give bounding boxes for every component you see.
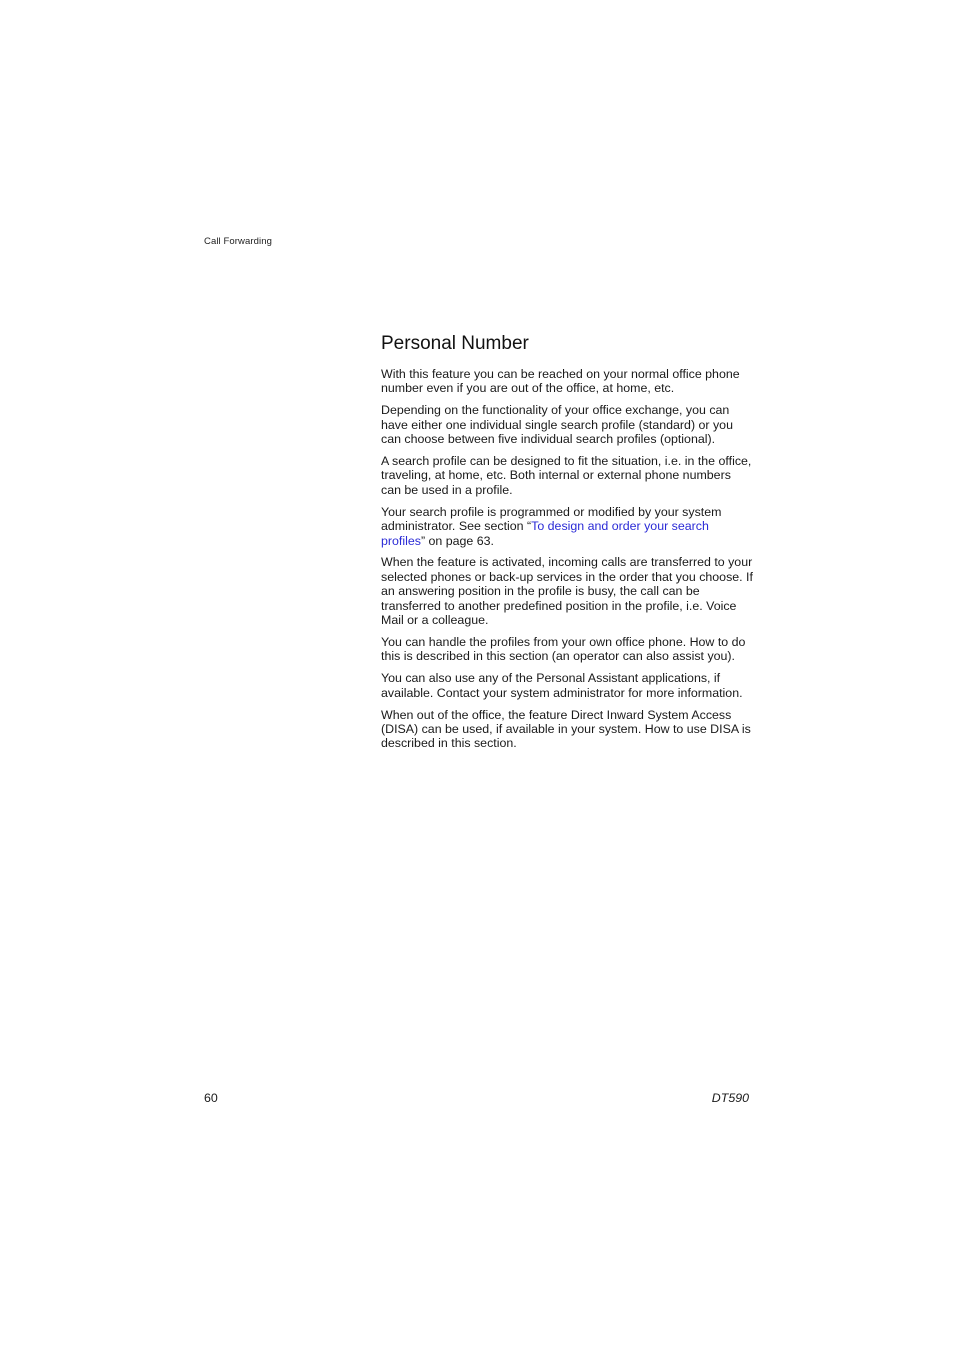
paragraph: You can also use any of the Personal Assistant applications, if available. Contact your system administrator for more information. xyxy=(381,671,743,700)
cross-reference-link[interactable]: To design and order your search profiles xyxy=(381,519,709,548)
paragraph: A search profile can be designed to fit the situation, i.e. in the office, traveling, at home, etc. Both internal or external phone numbers can be used in a profile. xyxy=(381,454,752,497)
paragraph: With this feature you can be reached on your normal office phone number even if you are out of the office, at home, etc. xyxy=(381,367,740,396)
section-title: Personal Number xyxy=(381,333,529,354)
document-id: DT590 xyxy=(711,1091,749,1105)
paragraph: You can handle the profiles from your own office phone. How to do this is described in this section (an operator can also assist you). xyxy=(381,635,746,664)
paragraph: When the feature is activated, incoming calls are transferred to your selected phones or back-up services in the order that you choose. If an answering position in the profile is busy, the call can be transferred to another predefined position in the profile, i.e. Voice Mail or a colleague. xyxy=(381,555,753,628)
reference-text-before: Your search profile is programmed or modified by your system administrator. See section “ xyxy=(381,504,722,534)
reference-paragraph xyxy=(381,505,753,548)
running-header: Call Forwarding xyxy=(204,236,273,247)
paragraph: When out of the office, the feature Direct Inward System Access (DISA) can be used, if available in your system. How to use DISA is described in this section. xyxy=(381,707,751,751)
page-number: 60 xyxy=(204,1091,218,1105)
main-content xyxy=(381,333,753,758)
paragraph: Depending on the functionality of your office exchange, you can have either one individual single search profile (standard) or you can choose between five individual search profiles (optional). xyxy=(381,403,733,447)
reference-text-after: ” on page 63. xyxy=(420,533,494,548)
